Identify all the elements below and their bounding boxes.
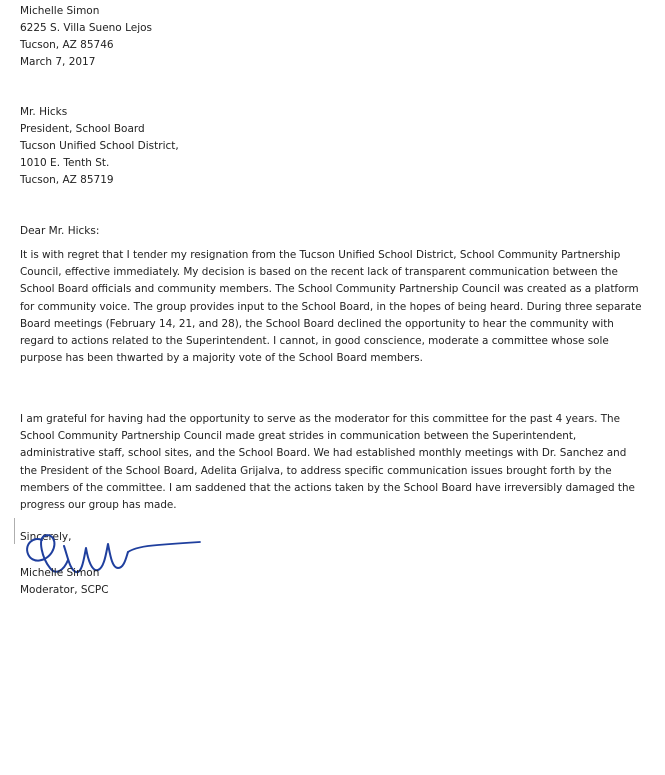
signer-name: Michelle Simon (20, 567, 100, 579)
recipient-street: 1010 E. Tenth St. (20, 157, 110, 169)
letter-date: March 7, 2017 (20, 56, 96, 68)
closing: Sincerely, (20, 531, 72, 543)
sender-address-block (20, 3, 645, 71)
recipient-city-state-zip: Tucson, AZ 85719 (20, 174, 114, 186)
sender-address-line2: Tucson, AZ 85746 (20, 39, 114, 51)
sender-address-line1: 6225 S. Villa Sueno Lejos (20, 22, 153, 34)
body-paragraph-2: I am grateful for having had the opportunity to serve as the moderator for this committee for the past 4 years. The School Community Partnership Council made great strides in communication between the Superintendent, administrative staff, school sites, and the School Board. We had established monthly meetings with Dr. Sanchez and the President of the School Board, Adelita Grijalva, to address specific communication issues brought forth by the members of the committee. I am saddened that the actions taken by the School Board have irreversibly damaged the progress our group has made. (20, 413, 635, 512)
recipient-organization: Tucson Unified School District, (20, 140, 179, 152)
recipient-address-block (20, 104, 645, 189)
sender-name: Michelle Simon (20, 5, 100, 17)
salutation: Dear Mr. Hicks: (20, 225, 100, 237)
body-paragraph-1: It is with regret that I tender my resignation from the Tucson Unified School District, School Community Partnership Council, effective immediately. My decision is based on the recent lack of transparent communication between the School Board officials and community members. The School Community Partnership Council was created as a platform for community voice. The group provides input to the School Board, in the hopes of being heard. During three separate Board meetings (February 14, 21, and 28), the School Board declined the opportunity to hear the community with regard to actions related to the Superintendent. I cannot, in good conscience, moderate a committee whose sole purpose has been thwarted by a majority vote of the School Board members. (20, 249, 642, 365)
recipient-name: Mr. Hicks (20, 106, 68, 118)
recipient-title: President, School Board (20, 123, 145, 135)
signer-title: Moderator, SCPC (20, 584, 109, 596)
